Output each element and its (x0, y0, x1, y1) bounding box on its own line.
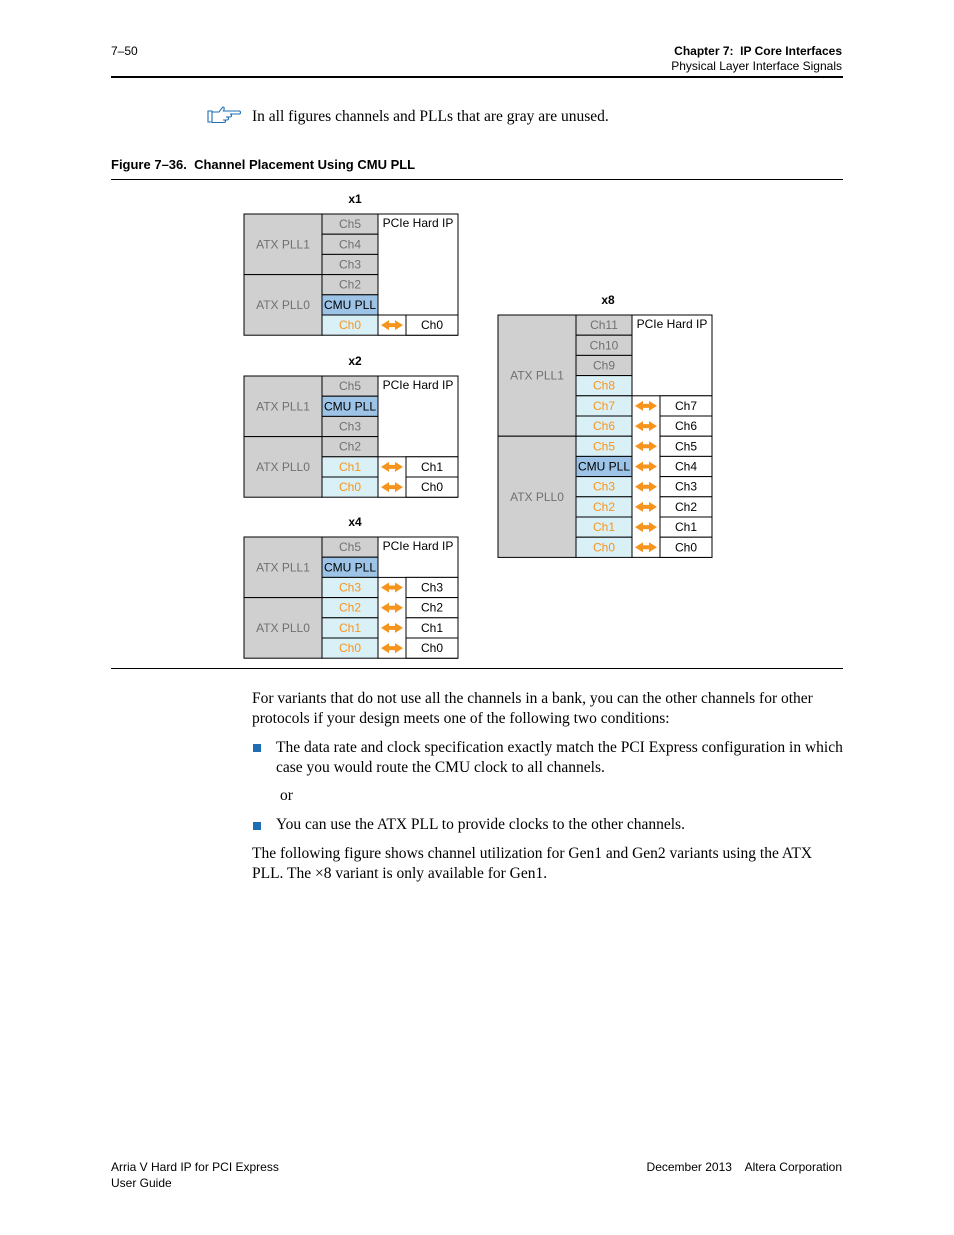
channel-slot-label-ch3: Ch3 (338, 257, 362, 272)
channel-slot-label-ch3: Ch3 (338, 419, 362, 434)
config-label-x1: x1 (348, 192, 362, 206)
channel-slot-label-ch11: Ch11 (590, 318, 618, 333)
double-arrow-icon (635, 542, 657, 552)
config-label-x8: x8 (601, 293, 615, 307)
intro-paragraph: For variants that do not use all the channels in a bank, you can the other channels for other protocols if your design meets one of the following two conditions: (252, 690, 813, 727)
channel-slot-label-ch5: Ch5 (338, 217, 362, 232)
channel-slot-label-ch1: Ch1 (592, 520, 616, 535)
atx-pll1-label: ATX PLL1 (256, 399, 310, 414)
pcie-hard-ip-label: PCIe Hard IP (382, 539, 454, 553)
hard-ip-lane-label-ch6: Ch6 (674, 419, 698, 434)
channel-slot-label-cmu-pll: CMU PLL (577, 459, 631, 474)
double-arrow-icon (635, 522, 657, 532)
double-arrow-icon (635, 462, 657, 472)
channel-slot-label-ch0: Ch0 (338, 318, 362, 333)
hard-ip-lane-label-ch5: Ch5 (674, 439, 698, 454)
closing-paragraph: The following figure shows channel utilization for Gen1 and Gen2 variants using the ATX PLL. The ×8 variant is only available for Gen1. (252, 845, 813, 882)
atx-pll0-label: ATX PLL0 (256, 620, 310, 635)
config-label-x4: x4 (348, 515, 362, 529)
channel-slot-label-ch3: Ch3 (592, 479, 616, 494)
channel-slot-label-ch1: Ch1 (338, 459, 362, 474)
hard-ip-lane-label-ch7: Ch7 (674, 398, 698, 413)
hard-ip-lane-label-ch1: Ch1 (420, 620, 444, 635)
channel-slot-label-cmu-pll: CMU PLL (323, 297, 377, 312)
bullet-marker (253, 744, 261, 752)
channel-slot-label-ch4: Ch4 (338, 237, 362, 252)
channel-slot-label-ch8: Ch8 (592, 378, 616, 393)
double-arrow-icon (381, 320, 403, 330)
hard-ip-lane-label-ch0: Ch0 (420, 480, 444, 495)
figure-bottom-rule (111, 668, 843, 669)
figure-title: Figure 7–36. Channel Placement Using CMU PLL (111, 157, 416, 172)
channel-slot-label-ch0: Ch0 (338, 641, 362, 656)
pcie-hard-ip-label: PCIe Hard IP (636, 317, 708, 331)
channel-slot-label-ch2: Ch2 (592, 499, 616, 514)
hard-ip-lane-label-ch0: Ch0 (674, 540, 698, 555)
pcie-hard-ip-label: PCIe Hard IP (382, 216, 454, 230)
bullet-marker (253, 822, 261, 830)
channel-slot-label-ch2: Ch2 (338, 600, 362, 615)
double-arrow-icon (381, 583, 403, 593)
footer-product: Arria V Hard IP for PCI Express (111, 1160, 279, 1174)
footer-doc-type: User Guide (111, 1176, 172, 1190)
atx-pll0-label: ATX PLL0 (256, 459, 310, 474)
pcie-hard-ip-label: PCIe Hard IP (382, 378, 454, 392)
config-label-x2: x2 (348, 354, 362, 368)
channel-slot-label-ch1: Ch1 (338, 620, 362, 635)
footer-date-company: December 2013 Altera Corporation (646, 1160, 842, 1174)
channel-slot-label-ch2: Ch2 (338, 277, 362, 292)
channel-slot-label-ch5: Ch5 (592, 439, 616, 454)
double-arrow-icon (635, 502, 657, 512)
channel-slot-label-ch0: Ch0 (338, 480, 362, 495)
channel-slot-label-ch9: Ch9 (592, 358, 616, 373)
bullet-item-1: The data rate and clock specification exactly match the PCI Express configuration in which case you would route the CMU clock to all channels. (276, 739, 843, 776)
hard-ip-lane-label-ch3: Ch3 (674, 479, 698, 494)
channel-slot-label-ch0: Ch0 (592, 540, 616, 555)
section-title: Physical Layer Interface Signals (671, 59, 842, 73)
atx-pll0-label: ATX PLL0 (256, 297, 310, 312)
hard-ip-lane-label-ch2: Ch2 (420, 600, 444, 615)
channel-slot-label-ch5: Ch5 (338, 379, 362, 394)
double-arrow-icon (635, 401, 657, 411)
hard-ip-lane-label-ch4: Ch4 (674, 459, 698, 474)
channel-slot-label-ch2: Ch2 (338, 439, 362, 454)
hard-ip-lane-label-ch2: Ch2 (674, 499, 698, 514)
channel-slot-label-cmu-pll: CMU PLL (323, 399, 377, 414)
hard-ip-lane-label-ch3: Ch3 (420, 580, 444, 595)
atx-pll1-label: ATX PLL1 (510, 368, 564, 383)
chapter-title: Chapter 7: IP Core Interfaces (674, 44, 842, 58)
channel-slot-label-ch10: Ch10 (589, 338, 619, 353)
double-arrow-icon (635, 441, 657, 451)
double-arrow-icon (381, 623, 403, 633)
double-arrow-icon (635, 421, 657, 431)
atx-pll0-label: ATX PLL0 (510, 489, 564, 504)
channel-slot-label-ch3: Ch3 (338, 580, 362, 595)
hard-ip-lane-label-ch1: Ch1 (420, 459, 444, 474)
page-number: 7–50 (111, 44, 138, 58)
channel-slot-label-ch7: Ch7 (592, 398, 616, 413)
double-arrow-icon (381, 603, 403, 613)
hard-ip-lane-label-ch0: Ch0 (420, 641, 444, 656)
atx-pll1-label: ATX PLL1 (256, 560, 310, 575)
hard-ip-lane-label-ch1: Ch1 (674, 520, 698, 535)
double-arrow-icon (381, 482, 403, 492)
channel-slot-label-ch6: Ch6 (592, 419, 616, 434)
or-text: or (280, 787, 293, 804)
note-text: In all figures channels and PLLs that are gray are unused. (252, 108, 609, 125)
channel-slot-label-cmu-pll: CMU PLL (323, 560, 377, 575)
double-arrow-icon (381, 462, 403, 472)
bullet-item-2: You can use the ATX PLL to provide clocks to the other channels. (276, 816, 685, 833)
channel-slot-label-ch5: Ch5 (338, 540, 362, 555)
atx-pll1-label: ATX PLL1 (256, 237, 310, 252)
hard-ip-lane-label-ch0: Ch0 (420, 318, 444, 333)
double-arrow-icon (635, 482, 657, 492)
double-arrow-icon (381, 643, 403, 653)
